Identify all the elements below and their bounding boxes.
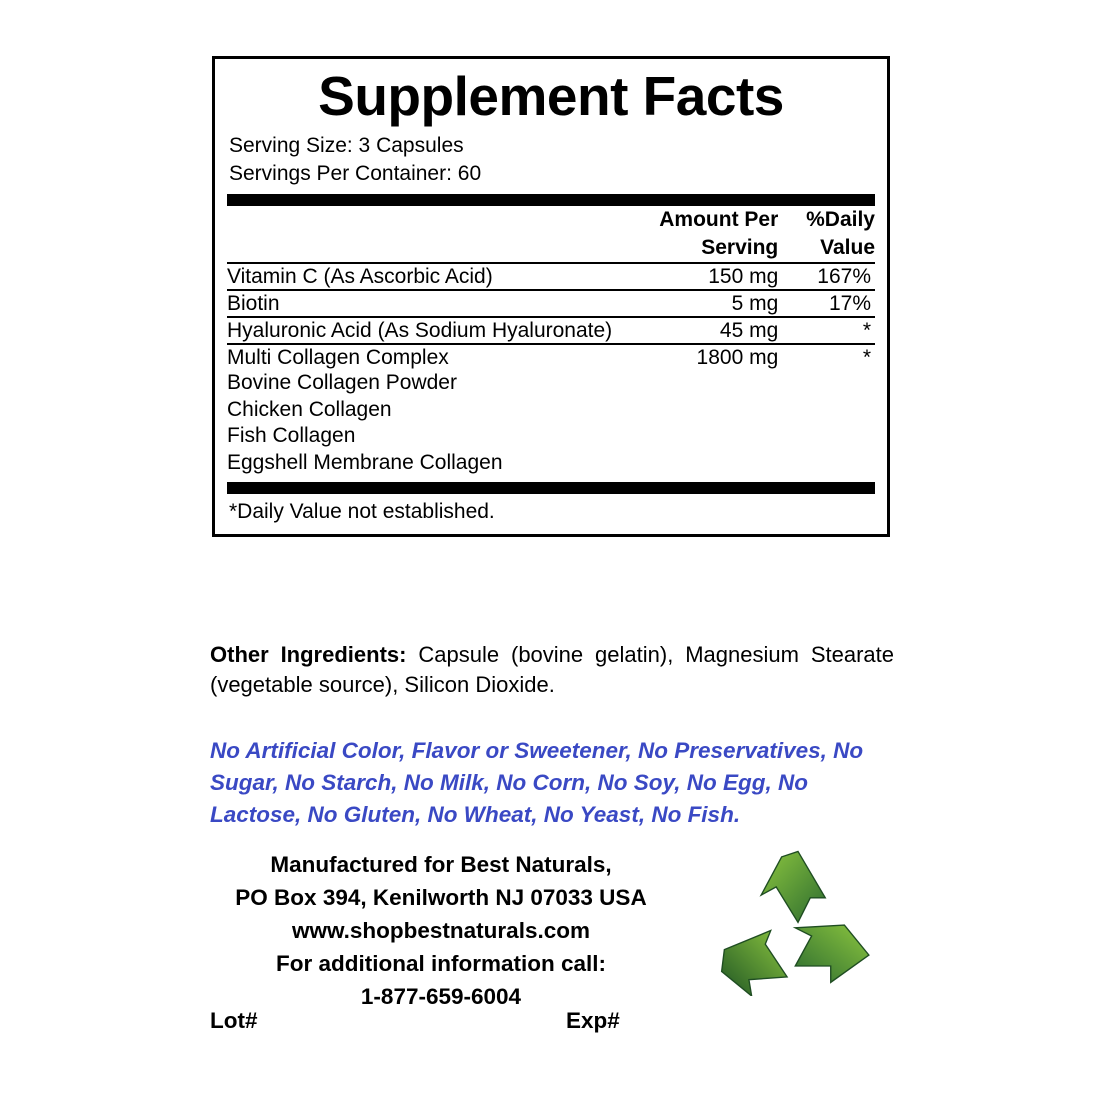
serving-size: Serving Size: 3 Capsules <box>229 134 464 158</box>
sub-ingredient-name: Eggshell Membrane Collagen <box>227 450 503 474</box>
nutrient-amount: 1800 mg <box>696 346 779 370</box>
table-row <box>227 264 875 289</box>
nutrient-daily-value: * <box>862 346 871 370</box>
sub-ingredient-dv <box>784 450 875 476</box>
daily-value-footnote: *Daily Value not established. <box>229 500 495 524</box>
header-blank <box>227 206 642 261</box>
header-amount-line2: Serving <box>701 235 779 259</box>
manufacturer-block <box>196 848 686 1013</box>
nutrient-daily-value: * <box>862 319 871 343</box>
nutrient-amount: 5 mg <box>731 291 779 315</box>
other-ingredients-text: Capsule (bovine gelatin), Magnesium Stearate (vegetable source), Silicon Dioxide. <box>210 642 894 697</box>
sub-ingredient-dv <box>784 397 875 423</box>
manufacturer-phone: 1-877-659-6004 <box>360 984 522 1010</box>
other-ingredients <box>210 640 894 699</box>
nutrition-table <box>227 206 875 476</box>
nutrient-amount: 150 mg <box>708 264 779 288</box>
sub-ingredient-amount <box>642 397 785 423</box>
sub-ingredient-row <box>227 450 875 476</box>
sub-ingredient-amount <box>642 423 785 449</box>
header-daily-value <box>784 206 875 261</box>
manufacturer-contact-label: For additional information call: <box>275 951 606 977</box>
sub-ingredient-name: Chicken Collagen <box>227 397 392 421</box>
manufacturer-website[interactable]: www.shopbestnaturals.com <box>292 918 590 944</box>
panel-rule-thick-bottom <box>227 482 875 494</box>
nutrient-name: Multi Collagen Complex <box>227 346 449 370</box>
other-ingredients-label: Other Ingredients: <box>210 642 407 667</box>
servings-per-container: Servings Per Container: 60 <box>229 162 482 186</box>
sub-ingredient-amount <box>642 370 785 396</box>
table-row <box>227 291 875 316</box>
nutrient-name: Hyaluronic Acid (As Sodium Hyaluronate) <box>227 319 613 343</box>
table-header-row <box>227 206 875 261</box>
header-dv-line2: Value <box>820 235 875 259</box>
sub-ingredient-row <box>227 370 875 396</box>
sub-ingredient-name: Bovine Collagen Powder <box>227 371 457 395</box>
free-from-claims: No Artificial Color, Flavor or Sweetener, No Preservatives, No Sugar, No Starch, No Milk, No Corn, No Soy, No Egg, No Lactose, No Gluten, No Wheat, No Yeast, No Fish. <box>210 738 864 827</box>
table-row <box>227 318 875 343</box>
supplement-facts-panel <box>212 56 890 537</box>
sub-ingredient-amount <box>642 450 785 476</box>
header-amount-line1: Amount Per <box>659 208 779 232</box>
recycle-icon <box>714 846 882 996</box>
header-amount-per-serving <box>642 206 785 261</box>
manufacturer-line-1: Manufactured for Best Naturals, <box>270 852 612 877</box>
nutrient-name: Vitamin C (As Ascorbic Acid) <box>227 264 493 288</box>
lot-number-label: Lot# <box>210 1008 258 1033</box>
nutrient-amount: 45 mg <box>719 319 779 343</box>
header-dv-line1: %Daily <box>806 208 875 232</box>
sub-ingredient-dv <box>784 370 875 396</box>
sub-ingredient-row <box>227 423 875 449</box>
manufacturer-address: PO Box 394, Kenilworth NJ 07033 USA <box>235 885 647 911</box>
expiry-label: Exp# <box>566 1008 620 1033</box>
sub-ingredient-dv <box>784 423 875 449</box>
sub-ingredient-name: Fish Collagen <box>227 424 356 448</box>
sub-ingredient-row <box>227 397 875 423</box>
page-title: Supplement Facts <box>318 65 784 127</box>
nutrient-daily-value: 167% <box>817 264 871 288</box>
nutrient-daily-value: 17% <box>828 291 871 315</box>
panel-rule-thick-top <box>227 194 875 206</box>
nutrient-name: Biotin <box>227 291 280 315</box>
table-row <box>227 345 875 370</box>
